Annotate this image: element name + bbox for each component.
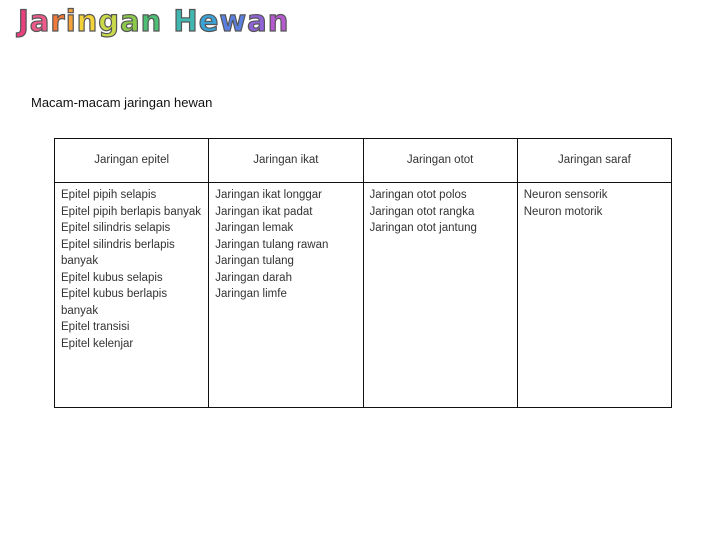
header-otot: Jaringan otot: [363, 139, 517, 183]
list-item: Jaringan otot polos: [369, 189, 467, 201]
header-ikat: Jaringan ikat: [209, 139, 363, 183]
list-item: Epitel silindris berlapis banyak: [61, 238, 175, 267]
list-item: Jaringan lemak: [215, 222, 294, 234]
list-item: Epitel transisi: [61, 321, 130, 333]
tissue-table: [54, 138, 672, 408]
list-item: Jaringan ikat longgar: [215, 189, 323, 201]
table-caption: Macam-macam jaringan hewan: [31, 95, 213, 110]
cell-otot-list: [363, 183, 517, 408]
list-item: Epitel silindris selapis: [61, 222, 171, 234]
list-item: Epitel kelenjar: [61, 337, 134, 350]
list-item: Jaringan limfe: [215, 288, 287, 300]
list-item: Epitel kubus berlapis banyak: [61, 288, 168, 317]
list-item: Neuron motorik: [523, 205, 603, 218]
slide-title: Jaringan Hewan: [18, 4, 290, 38]
cell-ikat-list: [209, 183, 363, 408]
list-item: Jaringan ikat padat: [215, 205, 313, 218]
list-item: Jaringan darah: [215, 271, 292, 284]
header-row: [55, 139, 672, 183]
cell-saraf-list: [517, 183, 671, 408]
list-item: Epitel kubus selapis: [61, 271, 163, 284]
table-row: [55, 183, 672, 408]
list-item: Epitel pipih selapis: [61, 189, 157, 201]
list-item: Jaringan tulang rawan: [215, 238, 329, 251]
list-item: Jaringan tulang: [215, 255, 294, 267]
cell-epitel-list: [55, 183, 209, 408]
list-item: Jaringan otot jantung: [369, 222, 477, 234]
list-item: Epitel pipih berlapis banyak: [61, 205, 202, 218]
header-saraf: Jaringan saraf: [517, 139, 671, 183]
list-item: Jaringan otot rangka: [369, 205, 475, 218]
header-epitel: Jaringan epitel: [55, 139, 209, 183]
list-item: Neuron sensorik: [523, 189, 608, 201]
